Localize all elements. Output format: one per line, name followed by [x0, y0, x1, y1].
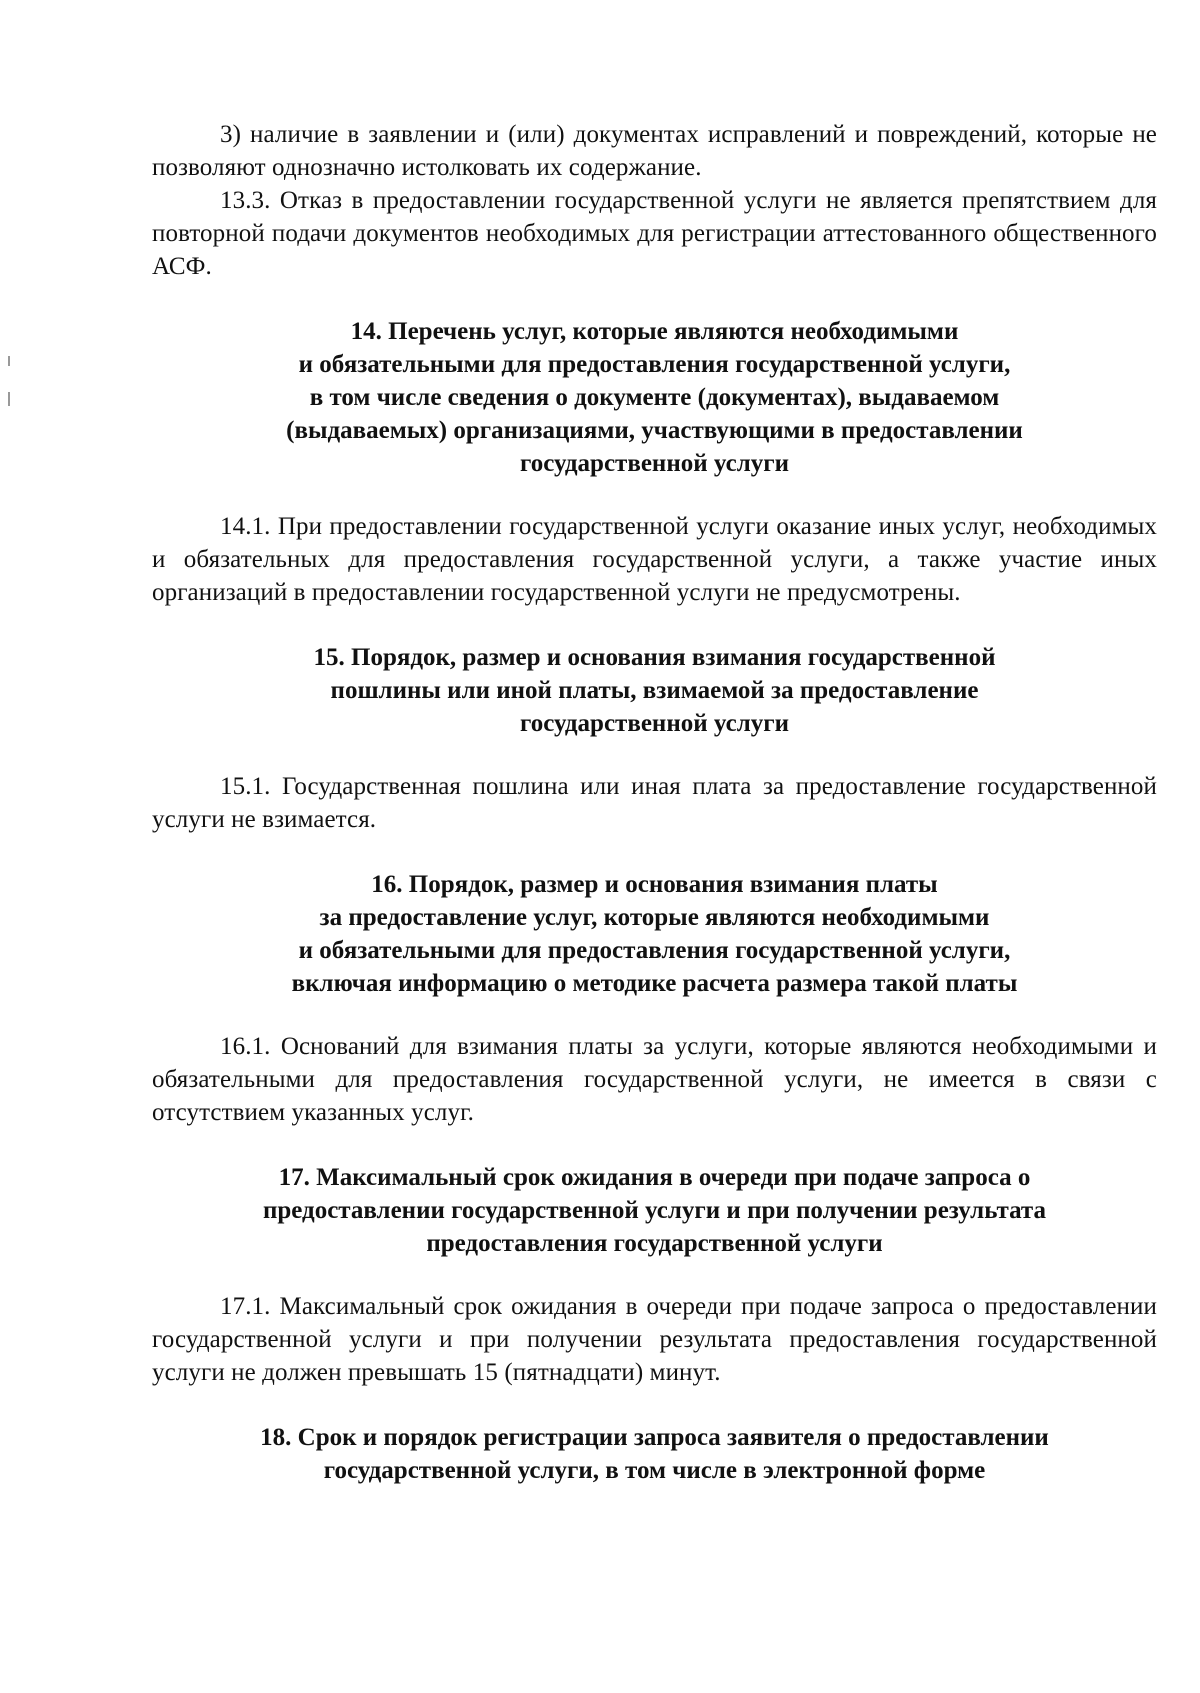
heading-line: включая информацию о методике расчета размера такой платы	[291, 970, 1018, 997]
heading-line: государственной услуги	[519, 710, 790, 737]
heading-line: за предоставление услуг, которые являются необходимыми	[319, 904, 990, 931]
paragraph-14-1: 14.1. При предоставлении государственной услуги оказание иных услуг, необходимых и обязательных для предоставления государственной услуги, а также участие иных организаций в предоставлении государственной услуги не предусмотрены.	[152, 513, 1157, 606]
heading-line: пошлины или иной платы, взимаемой за предоставление	[330, 677, 979, 704]
heading-line: 14. Перечень услуг, которые являются необходимыми	[350, 318, 959, 345]
heading-line: 17. Максимальный срок ожидания в очереди при подаче запроса о	[278, 1164, 1031, 1191]
paragraph-16-1: 16.1. Оснований для взимания платы за услуги, которые являются необходимыми и обязательными для предоставления государственной услуги, не имеется в связи с отсутствием указанных услуг.	[152, 1033, 1157, 1126]
heading-line: в том числе сведения о документе (документах), выдаваемом	[309, 384, 1000, 411]
heading-line: 15. Порядок, размер и основания взимания государственной	[313, 644, 996, 671]
heading-line: 16. Порядок, размер и основания взимания платы	[371, 871, 938, 898]
heading-line: (выдаваемых) организациями, участвующими в предоставлении	[286, 417, 1023, 444]
heading-line: 18. Срок и порядок регистрации запроса заявителя о предоставлении	[260, 1424, 1049, 1451]
heading-line: и обязательными для предоставления государственной услуги,	[298, 937, 1011, 964]
section-16-heading	[152, 868, 1157, 1000]
heading-line: государственной услуги	[519, 450, 790, 477]
paragraph-15-1: 15.1. Государственная пошлина или иная плата за предоставление государственной услуги не взимается.	[152, 773, 1157, 833]
scan-margin-mark	[8, 356, 10, 366]
section-14-heading	[152, 315, 1157, 480]
heading-line: предоставления государственной услуги	[426, 1230, 883, 1257]
document-page	[152, 118, 1157, 1487]
section-18-heading	[152, 1421, 1157, 1487]
heading-line: государственной услуги, в том числе в электронной форме	[323, 1457, 986, 1484]
heading-line: и обязательными для предоставления государственной услуги,	[298, 351, 1011, 378]
heading-line: предоставлении государственной услуги и при получении результата	[262, 1197, 1047, 1224]
section-17-heading	[152, 1161, 1157, 1260]
scan-margin-mark	[8, 392, 10, 406]
paragraph-item-3: 3) наличие в заявлении и (или) документах исправлений и повреждений, которые не позволяют однозначно истолковать их содержание.	[152, 121, 1157, 181]
section-15-heading	[152, 641, 1157, 740]
paragraph-13-3: 13.3. Отказ в предоставлении государственной услуги не является препятствием для повторной подачи документов необходимых для регистрации аттестованного общественного АСФ.	[152, 187, 1157, 280]
paragraph-17-1: 17.1. Максимальный срок ожидания в очереди при подаче запроса о предоставлении государственной услуги и при получении результата предоставления государственной услуги не должен превышать 15 (пятнадцати) минут.	[152, 1293, 1157, 1386]
